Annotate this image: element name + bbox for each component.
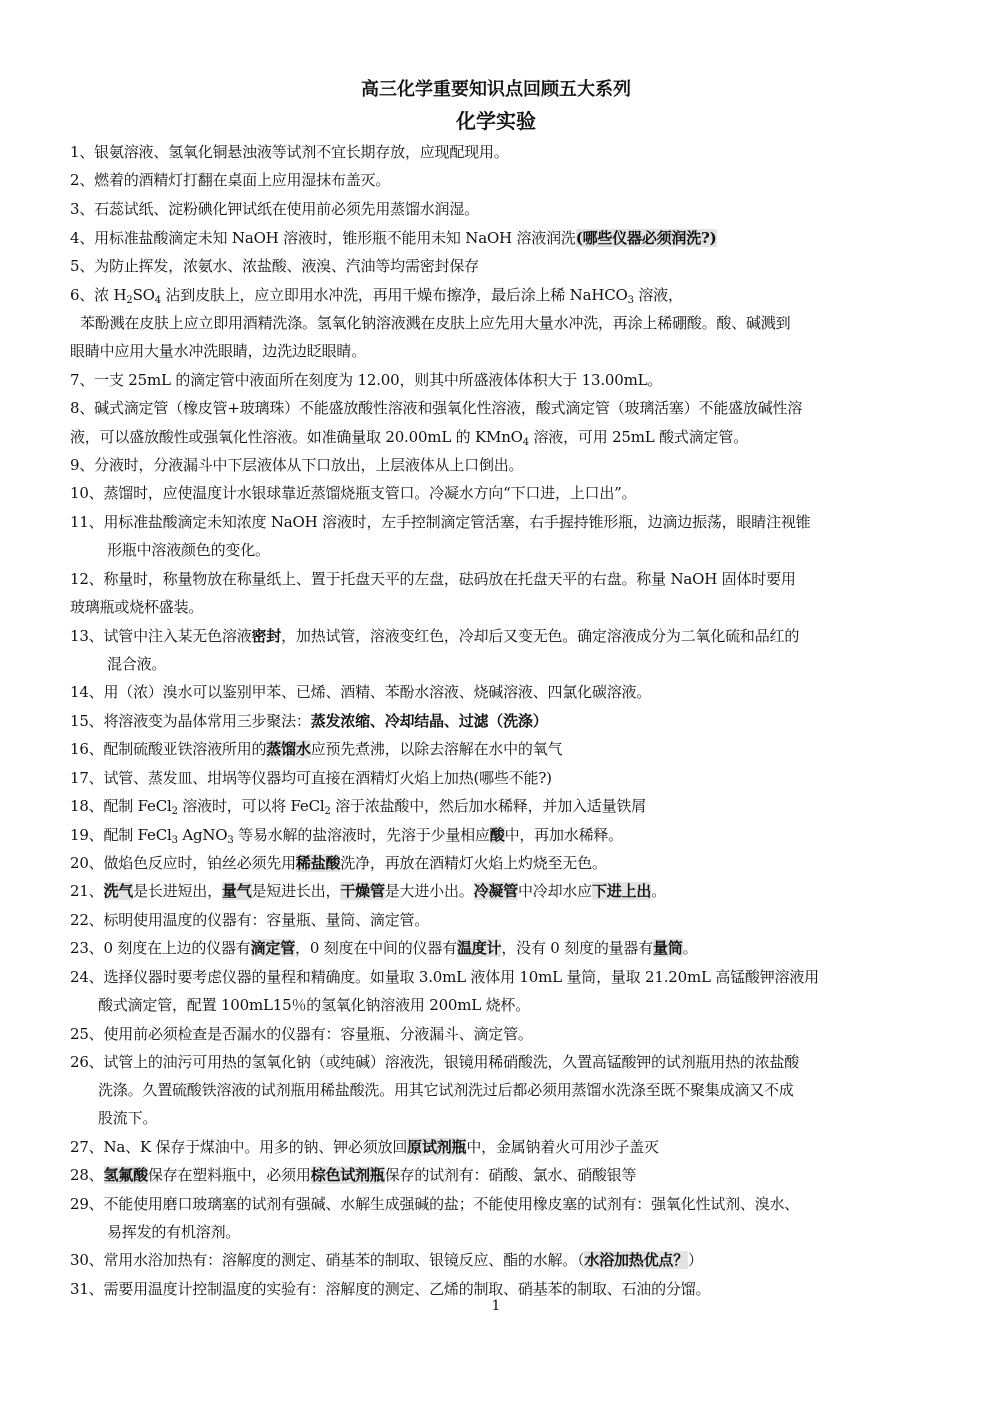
list-item: 9、分液时，分液漏斗中下层液体从下口放出，上层液体从上口倒出。 bbox=[70, 456, 524, 474]
list-item: 20、做焰色反应时，铂丝必须先用稀盐酸洗净，再放在酒精灯火焰上灼烧至无色。 bbox=[70, 854, 607, 872]
list-item: 29、不能使用磨口玻璃塞的试剂有强碱、水解生成强碱的盐；不能使用橡皮塞的试剂有：强氧化性试剂、溴水、 bbox=[70, 1195, 800, 1213]
list-item: 30、常用水浴加热有：溶解度的测定、硝基苯的制取、银镜反应、酯的水解。（水浴加热优点？） bbox=[70, 1251, 703, 1269]
list-item-continuation: 液，可以盛放酸性或强氧化性溶液。如准确量取 20.00mL 的 KMnO$_4$ 溶液，可用 25mL 酸式滴定管。 bbox=[70, 428, 748, 448]
emphasis-text: 水浴加热优点？ bbox=[584, 1251, 688, 1269]
emphasis-text: 稀盐酸 bbox=[295, 854, 341, 872]
emphasis-text: 冷凝管 bbox=[473, 882, 518, 900]
list-item: 16、配制硫酸亚铁溶液所用的蒸馏水应预先煮沸，以除去溶解在水中的氧气 bbox=[70, 740, 563, 758]
list-item: 18、配制 FeCl$_2$ 溶液时，可以将 FeCl$_2$ 溶于浓盐酸中，然后加水稀释，并加入适量铁屑 bbox=[70, 797, 647, 817]
emphasis-text: (哪些仪器必须润洗?) bbox=[575, 229, 717, 247]
list-item-continuation: 易挥发的有机溶剂。 bbox=[107, 1223, 241, 1241]
list-item: 5、为防止挥发，浓氨水、浓盐酸、液溴、汽油等均需密封保存 bbox=[70, 257, 479, 275]
list-item: 25、使用前必须检查是否漏水的仪器有：容量瓶、分液漏斗、滴定管。 bbox=[70, 1025, 533, 1043]
emphasis-text: 棕色试剂瓶 bbox=[310, 1166, 385, 1184]
emphasis-text: 量筒 bbox=[653, 939, 683, 957]
emphasis-text: 密封 bbox=[251, 627, 282, 645]
list-item: 3、石蕊试纸、淀粉碘化钾试纸在使用前必须先用蒸馏水润湿。 bbox=[70, 200, 479, 218]
list-item: 7、一支 25mL 的滴定管中液面所在刻度为 12.00，则其中所盛液体体积大于 13.00mL。 bbox=[70, 371, 663, 389]
list-item: 11、用标准盐酸滴定未知浓度 NaOH 溶液时，左手控制滴定管活塞，右手握持锥形瓶，边滴边振荡，眼睛注视锥 bbox=[70, 513, 811, 531]
page-number: 1 bbox=[491, 1298, 501, 1314]
list-item: 19、配制 FeCl$_3$ AgNO$_3$ 等易水解的盐溶液时，先溶于少量相应酸中，再加水稀释。 bbox=[70, 826, 623, 846]
list-item-continuation: 玻璃瓶或烧杯盛装。 bbox=[70, 598, 204, 616]
list-item: 14、用（浓）溴水可以鉴别甲苯、已烯、酒精、苯酚水溶液、烧碱溶液、四氯化碳溶液。 bbox=[70, 683, 652, 701]
list-item-continuation: 苯酚溅在皮肤上应立即用酒精洗涤。氢氧化钠溶液溅在皮肤上应先用大量水冲洗，再涂上稀硼酸。酸、碱溅到 bbox=[80, 314, 791, 332]
emphasis-text: 量气 bbox=[221, 882, 252, 900]
list-item: 4、用标准盐酸滴定未知 NaOH 溶液时，锥形瓶不能用未知 NaOH 溶液润洗(哪些仪器必须润洗?) bbox=[70, 229, 717, 247]
emphasis-text: 洗气 bbox=[103, 882, 134, 900]
list-item: 13、试管中注入某无色溶液密封，加热试管，溶液变红色，冷却后又变无色。确定溶液成分为二氧化硫和品红的 bbox=[70, 627, 800, 645]
list-item-continuation: 洗涤。久置硫酸铁溶液的试剂瓶用稀盐酸洗。用其它试剂洗过后都必须用蒸馏水洗涤至既不聚集成滴又不成 bbox=[98, 1081, 794, 1099]
emphasis-text: 蒸发浓缩、冷却结晶、过滤（洗涤） bbox=[310, 712, 548, 730]
list-item: 2、燃着的酒精灯打翻在桌面上应用湿抹布盖灭。 bbox=[70, 171, 391, 189]
list-item: 27、Na、K 保存于煤油中。用多的钠、钾必须放回原试剂瓶中，金属钠着火可用沙子盖灭 bbox=[70, 1138, 659, 1156]
list-item: 24、选择仪器时要考虑仪器的量程和精确度。如量取 3.0mL 液体用 10mL 量筒，量取 21.20mL 高锰酸钾溶液用 bbox=[70, 968, 819, 986]
list-item-continuation: 股流下。 bbox=[98, 1109, 158, 1127]
list-item: 8、碱式滴定管（橡皮管+玻璃珠）不能盛放酸性溶液和强氧化性溶液，酸式滴定管（玻璃活塞）不能盛放碱性溶 bbox=[70, 399, 803, 417]
list-item: 23、0 刻度在上边的仪器有滴定管，0 刻度在中间的仪器有温度计，没有 0 刻度的量器有量筒。 bbox=[70, 939, 698, 957]
emphasis-text: 氢氟酸 bbox=[103, 1166, 148, 1184]
list-item-continuation: 酸式滴定管，配置 100mL15％的氢氧化钠溶液用 200mL 烧杯。 bbox=[98, 996, 531, 1014]
list-item: 17、试管、蒸发皿、坩埚等仪器均可直接在酒精灯火焰上加热(哪些不能?) bbox=[70, 769, 552, 787]
emphasis-text: 蒸馏水 bbox=[266, 740, 311, 758]
emphasis-text: 温度计 bbox=[456, 939, 502, 957]
list-item: 10、蒸馏时，应使温度计水银球靠近蒸馏烧瓶支管口。冷凝水方向“下口进，上口出”。 bbox=[70, 484, 637, 502]
emphasis-text: 下进上出 bbox=[591, 882, 652, 900]
list-item: 6、浓 $H_2SO_4$ 沾到皮肤上，应立即用水冲洗，再用干燥布擦净，最后涂上稀 NaHCO$_3$ 溶液， bbox=[70, 286, 683, 306]
list-item: 1、银氨溶液、氢氧化铜悬浊液等试剂不宜长期存放，应现配现用。 bbox=[70, 143, 509, 161]
list-item: 28、氢氟酸保存在塑料瓶中，必须用棕色试剂瓶保存的试剂有：硝酸、氯水、硝酸银等 bbox=[70, 1166, 637, 1184]
list-item: 21、洗气是长进短出，量气是短进长出，干燥管是大进小出。冷凝管中冷却水应下进上出。 bbox=[70, 882, 666, 900]
document-subtitle: 化学实验 bbox=[456, 109, 536, 133]
list-item-continuation: 形瓶中溶液颜色的变化。 bbox=[107, 541, 270, 559]
list-item: 22、标明使用温度的仪器有：容量瓶、量筒、滴定管。 bbox=[70, 911, 430, 929]
list-item: 26、试管上的油污可用热的氢氧化钠（或纯碱）溶液洗，银镜用稀硝酸洗，久置高锰酸钾的试剂瓶用热的浓盐酸 bbox=[70, 1053, 800, 1071]
list-item: 15、将溶液变为晶体常用三步聚法：蒸发浓缩、冷却结晶、过滤（洗涤） bbox=[70, 712, 548, 730]
emphasis-text: 原试剂瓶 bbox=[407, 1138, 467, 1156]
emphasis-text: 滴定管 bbox=[250, 939, 296, 957]
list-item-continuation: 眼睛中应用大量水冲洗眼睛，边洗边眨眼睛。 bbox=[70, 342, 367, 360]
list-item: 12、称量时，称量物放在称量纸上、置于托盘天平的左盘，砝码放在托盘天平的右盘。称量 NaOH 固体时要用 bbox=[70, 570, 796, 588]
document-title: 高三化学重要知识点回顾五大系列 bbox=[361, 79, 631, 100]
list-item: 31、需要用温度计控制温度的实验有：溶解度的测定、乙烯的制取、硝基苯的制取、石油的分馏。 bbox=[70, 1280, 711, 1298]
emphasis-text: 酸 bbox=[489, 826, 505, 844]
list-item-continuation: 混合液。 bbox=[107, 655, 167, 673]
emphasis-text: 干燥管 bbox=[340, 882, 385, 900]
